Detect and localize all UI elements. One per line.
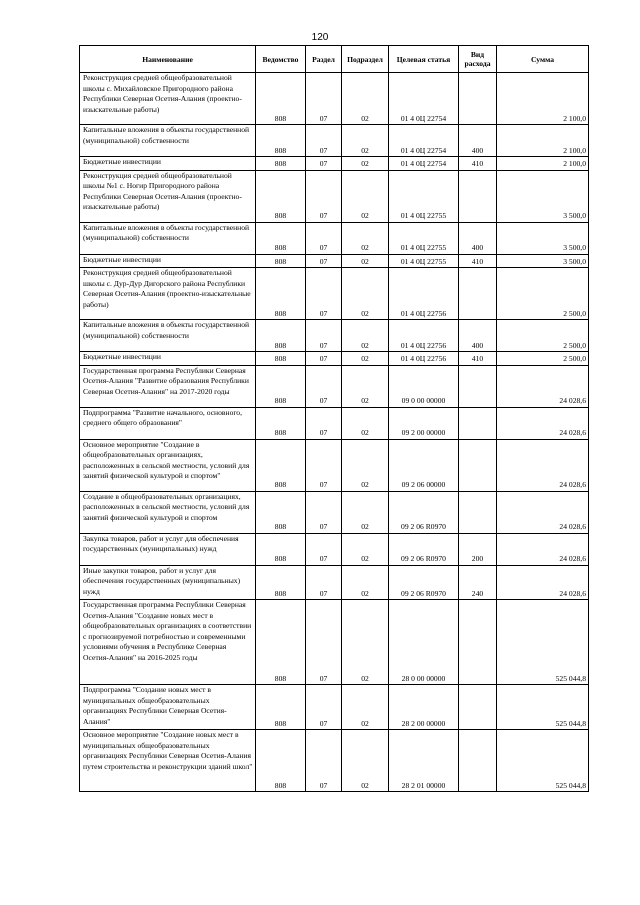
cell-type: 400 — [459, 320, 497, 352]
cell-target: 01 4 0Ц 22756 — [389, 352, 459, 366]
cell-section: 07 — [306, 565, 342, 600]
cell-name: Создание в общеобразовательных организациях, расположенных в сельской местности, условий для занятий физической культурой и спортом — [80, 491, 256, 533]
cell-type — [459, 439, 497, 491]
cell-type — [459, 170, 497, 222]
cell-section: 07 — [306, 685, 342, 730]
cell-subsection: 02 — [342, 730, 389, 792]
cell-target: 01 4 0Ц 22756 — [389, 268, 459, 320]
cell-section: 07 — [306, 352, 342, 366]
cell-ministry: 808 — [256, 685, 306, 730]
cell-name: Основное мероприятие "Создание новых мест в муниципальных общеобразовательных организациях Республики Северная Осетия-Алания путем строительства и реконструкции зданий школ" — [80, 730, 256, 792]
cell-sum: 525 044,8 — [497, 685, 589, 730]
cell-ministry: 808 — [256, 125, 306, 157]
cell-ministry: 808 — [256, 352, 306, 366]
cell-sum: 2 500,0 — [497, 268, 589, 320]
header-ministry: Ведомство — [256, 46, 306, 73]
cell-subsection: 02 — [342, 268, 389, 320]
table-row — [80, 268, 589, 320]
cell-subsection: 02 — [342, 352, 389, 366]
cell-sum: 2 500,0 — [497, 320, 589, 352]
cell-subsection: 02 — [342, 365, 389, 407]
cell-target: 09 2 06 R0970 — [389, 565, 459, 600]
cell-target: 28 2 01 00000 — [389, 730, 459, 792]
cell-name: Закупка товаров, работ и услуг для обеспечения государственных (муниципальных) нужд — [80, 533, 256, 565]
cell-section: 07 — [306, 439, 342, 491]
cell-subsection: 02 — [342, 407, 389, 439]
cell-type: 410 — [459, 157, 497, 171]
cell-sum: 3 500,0 — [497, 254, 589, 268]
table-row — [80, 407, 589, 439]
cell-ministry: 808 — [256, 365, 306, 407]
cell-subsection: 02 — [342, 73, 389, 125]
cell-target: 28 0 00 00000 — [389, 600, 459, 685]
cell-subsection: 02 — [342, 254, 389, 268]
table-row — [80, 170, 589, 222]
cell-subsection: 02 — [342, 157, 389, 171]
cell-target: 01 4 0Ц 22756 — [389, 320, 459, 352]
table-row — [80, 222, 589, 254]
table-row — [80, 565, 589, 600]
cell-type: 200 — [459, 533, 497, 565]
cell-name: Государственная программа Республики Северная Осетия-Алания "Развитие образования Республики Северная Осетия-Алания" на 2017-2020 годы — [80, 365, 256, 407]
cell-sum: 24 028,6 — [497, 439, 589, 491]
cell-ministry: 808 — [256, 533, 306, 565]
cell-target: 28 2 00 00000 — [389, 685, 459, 730]
cell-name: Бюджетные инвестиции — [80, 352, 256, 366]
cell-ministry: 808 — [256, 73, 306, 125]
table-row — [80, 365, 589, 407]
cell-section: 07 — [306, 320, 342, 352]
table-row — [80, 730, 589, 792]
cell-subsection: 02 — [342, 170, 389, 222]
table-row — [80, 533, 589, 565]
budget-table — [79, 45, 589, 792]
cell-ministry: 808 — [256, 600, 306, 685]
header-type: Вид расхода — [459, 46, 497, 73]
table-row — [80, 125, 589, 157]
table-row — [80, 73, 589, 125]
cell-target: 09 2 00 00000 — [389, 407, 459, 439]
cell-ministry: 808 — [256, 407, 306, 439]
cell-target: 01 4 0Ц 22754 — [389, 73, 459, 125]
cell-section: 07 — [306, 533, 342, 565]
cell-name: Государственная программа Республики Северная Осетия-Алания "Создание новых мест в общеобразовательных организациях в соответствии с прогнозируемой потребностью и современными условиями обучения в Республике Северная Осетия-Алания" на 2016-2025 годы — [80, 600, 256, 685]
cell-type — [459, 600, 497, 685]
cell-target: 09 0 00 00000 — [389, 365, 459, 407]
table-row — [80, 600, 589, 685]
cell-target: 01 4 0Ц 22755 — [389, 170, 459, 222]
cell-target: 09 2 06 00000 — [389, 439, 459, 491]
header-sum: Сумма — [497, 46, 589, 73]
cell-name: Реконструкция средней общеобразовательной школы №1 с. Ногир Пригородного района Республики Северная Осетия-Алания (проектно-изыскательные работы) — [80, 170, 256, 222]
cell-subsection: 02 — [342, 600, 389, 685]
table-header-row — [80, 46, 589, 73]
cell-section: 07 — [306, 407, 342, 439]
cell-name: Иные закупки товаров, работ и услуг для обеспечения государственных (муниципальных) нужд — [80, 565, 256, 600]
page-number: 120 — [311, 32, 329, 43]
header-target: Целевая статья — [389, 46, 459, 73]
cell-section: 07 — [306, 268, 342, 320]
cell-target: 01 4 0Ц 22755 — [389, 222, 459, 254]
cell-type — [459, 407, 497, 439]
cell-section: 07 — [306, 170, 342, 222]
cell-ministry: 808 — [256, 268, 306, 320]
cell-ministry: 808 — [256, 491, 306, 533]
cell-section: 07 — [306, 222, 342, 254]
cell-type: 400 — [459, 125, 497, 157]
cell-subsection: 02 — [342, 685, 389, 730]
cell-type: 410 — [459, 352, 497, 366]
cell-name: Капитальные вложения в объекты государственной (муниципальной) собственности — [80, 320, 256, 352]
cell-ministry: 808 — [256, 254, 306, 268]
cell-type — [459, 365, 497, 407]
cell-ministry: 808 — [256, 157, 306, 171]
cell-name: Реконструкция средней общеобразовательной школы с. Михайловское Пригородного района Республики Северная Осетия-Алания (проектно-изыскательные работы) — [80, 73, 256, 125]
cell-sum: 24 028,6 — [497, 407, 589, 439]
cell-subsection: 02 — [342, 125, 389, 157]
cell-section: 07 — [306, 125, 342, 157]
table-row — [80, 491, 589, 533]
cell-type — [459, 730, 497, 792]
cell-sum: 3 500,0 — [497, 222, 589, 254]
cell-target: 01 4 0Ц 22754 — [389, 125, 459, 157]
cell-name: Капитальные вложения в объекты государственной (муниципальной) собственности — [80, 222, 256, 254]
header-section: Раздел — [306, 46, 342, 73]
cell-name: Подпрограмма "Создание новых мест в муниципальных общеобразовательных организациях Республики Северная Осетия-Алания" — [80, 685, 256, 730]
table-row — [80, 439, 589, 491]
cell-name: Подпрограмма "Развитие начального, основного, среднего общего образования" — [80, 407, 256, 439]
cell-sum: 24 028,6 — [497, 365, 589, 407]
table-row — [80, 685, 589, 730]
cell-name: Капитальные вложения в объекты государственной (муниципальной) собственности — [80, 125, 256, 157]
cell-sum: 24 028,6 — [497, 533, 589, 565]
cell-name: Основное мероприятие "Создание в общеобразовательных организациях, расположенных в сельской местности, условий для занятий физической культурой и спортом" — [80, 439, 256, 491]
cell-subsection: 02 — [342, 439, 389, 491]
cell-ministry: 808 — [256, 439, 306, 491]
cell-name: Реконструкция средней общеобразовательной школы с. Дур-Дур Дигорского района Республики Северная Осетия-Алания (проектно-изыскательные работы) — [80, 268, 256, 320]
cell-sum: 2 100,0 — [497, 125, 589, 157]
cell-target: 09 2 06 R0970 — [389, 533, 459, 565]
table-row — [80, 320, 589, 352]
cell-type: 410 — [459, 254, 497, 268]
cell-section: 07 — [306, 600, 342, 685]
cell-ministry: 808 — [256, 222, 306, 254]
cell-subsection: 02 — [342, 533, 389, 565]
cell-type — [459, 73, 497, 125]
cell-sum: 525 044,8 — [497, 600, 589, 685]
cell-ministry: 808 — [256, 565, 306, 600]
cell-section: 07 — [306, 365, 342, 407]
cell-target: 01 4 0Ц 22754 — [389, 157, 459, 171]
cell-section: 07 — [306, 73, 342, 125]
cell-section: 07 — [306, 491, 342, 533]
cell-subsection: 02 — [342, 491, 389, 533]
cell-sum: 24 028,6 — [497, 491, 589, 533]
header-subsection: Подраздел — [342, 46, 389, 73]
table-row — [80, 254, 589, 268]
cell-sum: 24 028,6 — [497, 565, 589, 600]
cell-subsection: 02 — [342, 565, 389, 600]
cell-target: 01 4 0Ц 22755 — [389, 254, 459, 268]
cell-ministry: 808 — [256, 170, 306, 222]
header-name: Наименование — [80, 46, 256, 73]
cell-type: 240 — [459, 565, 497, 600]
cell-section: 07 — [306, 254, 342, 268]
table-row — [80, 157, 589, 171]
cell-ministry: 808 — [256, 730, 306, 792]
cell-target: 09 2 06 R0970 — [389, 491, 459, 533]
cell-type — [459, 491, 497, 533]
cell-ministry: 808 — [256, 320, 306, 352]
cell-sum: 2 100,0 — [497, 73, 589, 125]
cell-name: Бюджетные инвестиции — [80, 254, 256, 268]
cell-sum: 525 044,8 — [497, 730, 589, 792]
cell-section: 07 — [306, 730, 342, 792]
cell-section: 07 — [306, 157, 342, 171]
table-row — [80, 352, 589, 366]
cell-sum: 3 500,0 — [497, 170, 589, 222]
cell-subsection: 02 — [342, 320, 389, 352]
cell-sum: 2 100,0 — [497, 157, 589, 171]
cell-subsection: 02 — [342, 222, 389, 254]
cell-type — [459, 268, 497, 320]
cell-sum: 2 500,0 — [497, 352, 589, 366]
cell-type: 400 — [459, 222, 497, 254]
cell-type — [459, 685, 497, 730]
cell-name: Бюджетные инвестиции — [80, 157, 256, 171]
